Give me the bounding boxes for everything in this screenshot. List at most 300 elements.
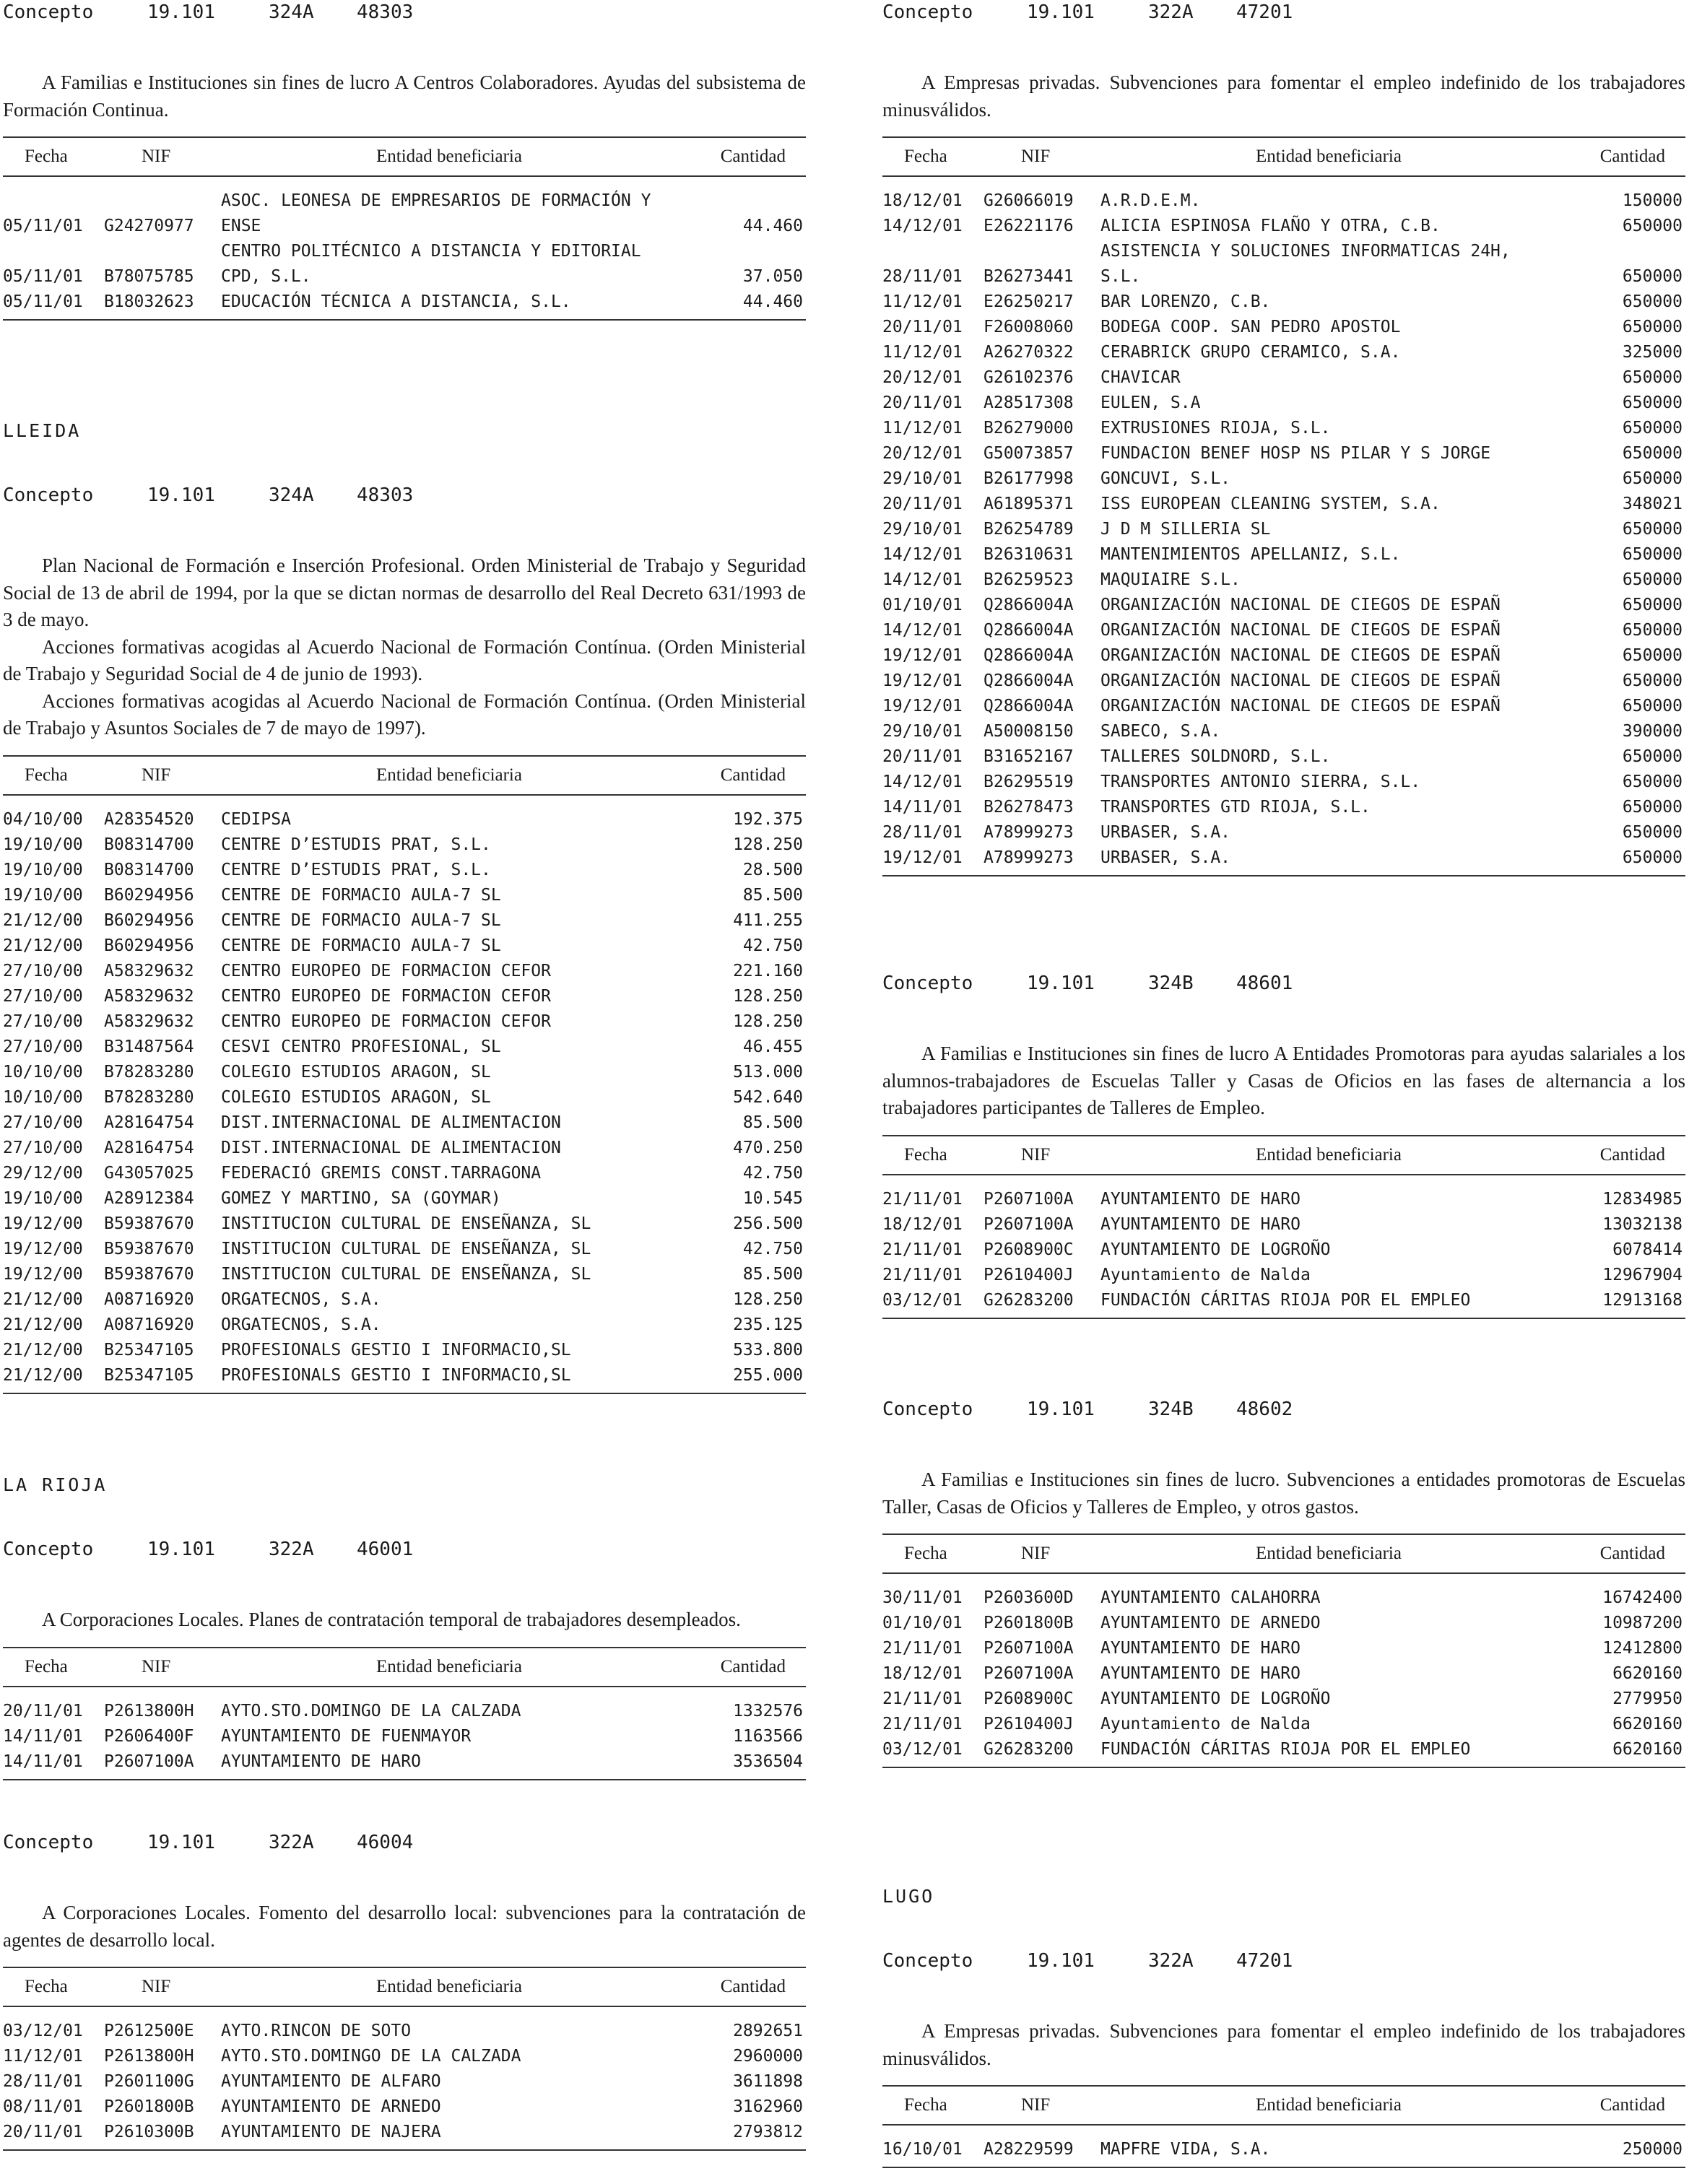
province-heading: LLEIDA — [3, 420, 82, 441]
cell-entidad: FUNDACION BENEF HOSP NS PILAR Y S JORGE — [1100, 444, 1491, 463]
table-row — [3, 1085, 806, 1110]
table-row — [3, 1262, 806, 1287]
column-header-entidad: Entidad beneficiaria — [1100, 137, 1557, 176]
cell-cantidad: 42.750 — [742, 936, 803, 955]
table-header — [3, 1648, 806, 1687]
column-header-entidad: Entidad beneficiaria — [221, 1967, 677, 2006]
cell-entidad: CENTRO EUROPEO DE FORMACION CEFOR — [221, 961, 551, 980]
description — [882, 2018, 1685, 2072]
section — [882, 1870, 1685, 2168]
cell-cantidad: 44.460 — [742, 292, 803, 311]
cell-fecha: 14/12/01 — [882, 570, 963, 589]
cell-cantidad: 650000 — [1622, 747, 1683, 766]
table-row — [882, 1737, 1685, 1767]
cell-fecha: 19/12/01 — [882, 848, 963, 867]
header-row — [3, 1648, 806, 1687]
cell-fecha: 21/12/00 — [3, 1340, 83, 1359]
table-header — [882, 2086, 1685, 2125]
cell-fecha: 11/12/01 — [882, 419, 963, 438]
cell-fecha: 20/12/01 — [882, 444, 963, 463]
concepto-line — [3, 0, 806, 25]
table-row — [882, 567, 1685, 593]
cell-entidad: ASOC. LEONESA DE EMPRESARIOS DE FORMACIÓN Y ENSE — [221, 191, 651, 235]
cell-fecha: 10/10/00 — [3, 1062, 83, 1082]
cell-cantidad: 2960000 — [733, 2047, 803, 2066]
column-header-entidad: Entidad beneficiaria — [221, 756, 677, 795]
cell-cantidad: 3162960 — [733, 2097, 803, 2116]
beneficiaries-table — [3, 755, 806, 1394]
description — [3, 552, 806, 742]
column-header-fecha: Fecha — [3, 756, 104, 795]
cell-nif: P2608900C — [984, 1240, 1074, 1259]
cell-nif: B18032623 — [104, 292, 194, 311]
cell-fecha: 03/12/01 — [882, 1740, 963, 1759]
column-header-fecha: Fecha — [882, 2086, 984, 2125]
column-header-cantidad: Cantidad — [677, 1648, 806, 1687]
cell-nif: E26221176 — [984, 217, 1074, 235]
cell-cantidad: 650000 — [1622, 469, 1683, 488]
cell-fecha: 21/11/01 — [882, 1189, 963, 1209]
cell-nif: G50073857 — [984, 444, 1074, 463]
cell-fecha: 08/11/01 — [3, 2097, 83, 2116]
cell-nif: P2607100A — [104, 1752, 194, 1771]
cell-nif: A08716920 — [104, 1289, 194, 1309]
cell-cantidad: 542.640 — [733, 1087, 803, 1107]
concepto-n1: 19.101 — [147, 1539, 215, 1560]
column-header-nif: NIF — [984, 137, 1100, 176]
cell-entidad: CERABRICK GRUPO CERAMICO, S.A. — [1100, 343, 1401, 362]
cell-entidad: AYUNTAMIENTO DE HARO — [1100, 1664, 1301, 1683]
table-row — [3, 1749, 806, 1780]
cell-nif: P2608900C — [984, 1689, 1074, 1708]
column-header-cantidad: Cantidad — [1557, 137, 1685, 176]
cell-nif: B08314700 — [104, 835, 194, 854]
concepto-n2: 324B — [1148, 973, 1194, 994]
table-body — [3, 176, 806, 320]
cell-cantidad: 250000 — [1622, 2140, 1683, 2159]
cell-fecha: 01/10/01 — [882, 1614, 963, 1632]
cell-cantidad: 650000 — [1622, 596, 1683, 614]
table-row — [882, 1573, 1685, 1611]
cell-fecha: 20/11/01 — [3, 1701, 83, 1720]
concepto-n2: 322A — [1148, 1, 1194, 23]
cell-entidad: ORGANIZACIÓN NACIONAL DE CIEGOS DE ESPAÑ — [1100, 596, 1501, 614]
cell-cantidad: 390000 — [1622, 722, 1683, 741]
cell-fecha: 29/10/01 — [882, 469, 963, 488]
table-row — [3, 1287, 806, 1313]
cell-entidad: AYUNTAMIENTO DE HARO — [1100, 1639, 1301, 1658]
cell-nif: P2607100A — [984, 1189, 1074, 1209]
concepto-label: Concepto — [882, 1398, 973, 1420]
description — [882, 1466, 1685, 1520]
cell-entidad: AYUNTAMIENTO CALAHORRA — [1100, 1588, 1321, 1607]
table-header — [3, 1967, 806, 2006]
cell-entidad: CENTRE DE FORMACIO AULA-7 SL — [221, 910, 501, 930]
cell-fecha: 28/11/01 — [3, 2072, 83, 2091]
cell-entidad: FEDERACIÓ GREMIS CONST.TARRAGONA — [221, 1163, 542, 1183]
concepto-n3: 46004 — [357, 1832, 414, 1853]
cell-fecha: 19/12/00 — [3, 1264, 83, 1284]
cell-fecha: 19/12/01 — [882, 671, 963, 690]
cell-cantidad: 650000 — [1622, 267, 1683, 286]
table-row — [3, 1186, 806, 1211]
cell-nif: Q2866004A — [984, 596, 1074, 614]
cell-fecha: 11/12/01 — [882, 343, 963, 362]
concepto-n3: 46001 — [357, 1539, 414, 1560]
cell-cantidad: 533.800 — [733, 1340, 803, 1359]
table-row — [3, 1136, 806, 1161]
cell-fecha: 14/11/01 — [3, 1726, 83, 1746]
cell-entidad: TALLERES SOLDNORD, S.L. — [1100, 747, 1331, 766]
cell-entidad: CHAVICAR — [1100, 368, 1181, 387]
cell-cantidad: 325000 — [1622, 343, 1683, 362]
cell-fecha: 21/12/00 — [3, 1289, 83, 1309]
concepto-n1: 19.101 — [1027, 1, 1095, 23]
table-row — [882, 290, 1685, 315]
cell-fecha: 29/10/01 — [882, 722, 963, 741]
cell-nif: G24270977 — [104, 217, 194, 235]
cell-entidad: TRANSPORTES ANTONIO SIERRA, S.L. — [1100, 773, 1421, 791]
cell-fecha: 28/11/01 — [882, 267, 963, 286]
cell-entidad: INSTITUCION CULTURAL DE ENSEÑANZA, SL — [221, 1264, 591, 1284]
cell-entidad: ORGANIZACIÓN NACIONAL DE CIEGOS DE ESPAÑ — [1100, 697, 1501, 715]
cell-cantidad: 37.050 — [742, 267, 803, 286]
cell-nif: P2610400J — [984, 1715, 1074, 1733]
column-header-nif: NIF — [104, 137, 221, 176]
table-row — [3, 176, 806, 239]
cell-entidad: GONCUVI, S.L. — [1100, 469, 1231, 488]
description — [3, 1606, 806, 1634]
cell-entidad: ALICIA ESPINOSA FLAÑO Y OTRA, C.B. — [1100, 217, 1441, 235]
cell-cantidad: 85.500 — [742, 885, 803, 905]
table-row — [3, 2044, 806, 2069]
cell-cantidad: 255.000 — [733, 1365, 803, 1385]
cell-fecha: 21/11/01 — [882, 1240, 963, 1259]
cell-entidad: AYTO.STO.DOMINGO DE LA CALZADA — [221, 1701, 521, 1720]
table-row — [882, 719, 1685, 744]
cell-cantidad: 128.250 — [733, 1011, 803, 1031]
cell-entidad: CENTRO EUROPEO DE FORMACION CEFOR — [221, 986, 551, 1006]
column-header-fecha: Fecha — [3, 1967, 104, 2006]
table-header — [3, 137, 806, 176]
header-row — [3, 137, 806, 176]
cell-fecha: 21/11/01 — [882, 1689, 963, 1708]
table-row — [882, 214, 1685, 239]
cell-fecha: 18/12/01 — [882, 1214, 963, 1234]
cell-cantidad: 46.455 — [742, 1037, 803, 1056]
cell-cantidad: 12412800 — [1602, 1639, 1683, 1658]
cell-nif: A28164754 — [104, 1113, 194, 1132]
column-header-entidad: Entidad beneficiaria — [1100, 1534, 1557, 1573]
cell-entidad: INSTITUCION CULTURAL DE ENSEÑANZA, SL — [221, 1214, 591, 1233]
concepto-n1: 19.101 — [147, 1832, 215, 1853]
cell-nif: A50008150 — [984, 722, 1074, 741]
table-row — [882, 669, 1685, 694]
cell-nif: B26177998 — [984, 469, 1074, 488]
cell-entidad: CENTRE D’ESTUDIS PRAT, S.L. — [221, 860, 491, 879]
table-row — [882, 795, 1685, 820]
column-header-cantidad: Cantidad — [677, 1967, 806, 2006]
cell-cantidad: 650000 — [1622, 646, 1683, 665]
column-header-cantidad: Cantidad — [1557, 1534, 1685, 1573]
cell-cantidad: 85.500 — [742, 1113, 803, 1132]
cell-nif: B60294956 — [104, 910, 194, 930]
cell-cantidad: 12834985 — [1602, 1189, 1683, 1209]
cell-cantidad: 650000 — [1622, 697, 1683, 715]
table-header — [882, 1136, 1685, 1175]
table-row — [882, 466, 1685, 492]
table-row — [3, 883, 806, 908]
cell-fecha: 19/12/01 — [882, 646, 963, 665]
cell-cantidad: 1332576 — [733, 1701, 803, 1720]
cell-nif: P2607100A — [984, 1214, 1074, 1234]
cell-nif: B59387670 — [104, 1264, 194, 1284]
cell-fecha: 18/12/01 — [882, 1664, 963, 1683]
cell-cantidad: 470.250 — [733, 1138, 803, 1157]
cell-entidad: AYUNTAMIENTO DE ARNEDO — [221, 2097, 441, 2116]
cell-entidad: J D M SILLERIA SL — [1100, 520, 1271, 539]
cell-entidad: EXTRUSIONES RIOJA, S.L. — [1100, 419, 1331, 438]
table-row — [882, 1712, 1685, 1737]
cell-entidad: DIST.INTERNACIONAL DE ALIMENTACION — [221, 1138, 561, 1157]
cell-cantidad: 6078414 — [1612, 1240, 1683, 1259]
table-row — [3, 795, 806, 832]
cell-nif: A61895371 — [984, 495, 1074, 513]
table-row — [3, 832, 806, 858]
table-row — [882, 315, 1685, 340]
cell-nif: F26008060 — [984, 318, 1074, 336]
table-header — [882, 137, 1685, 176]
cell-cantidad: 650000 — [1622, 419, 1683, 438]
table-row — [882, 770, 1685, 795]
cell-fecha: 19/10/00 — [3, 835, 83, 854]
cell-fecha: 30/11/01 — [882, 1588, 963, 1607]
cell-entidad: SABECO, S.A. — [1100, 722, 1221, 741]
table-row — [882, 1661, 1685, 1687]
table-row — [3, 2069, 806, 2094]
cell-nif: P2603600D — [984, 1588, 1074, 1607]
cell-nif: B59387670 — [104, 1214, 194, 1233]
cell-nif: G26102376 — [984, 368, 1074, 387]
table-row — [3, 1338, 806, 1363]
cell-fecha: 11/12/01 — [882, 292, 963, 311]
description-paragraph: A Empresas privadas. Subvenciones para fomentar el empleo indefinido de los trabajadores minusválidos. — [882, 2020, 1685, 2069]
cell-cantidad: 650000 — [1622, 545, 1683, 564]
table-row — [3, 1687, 806, 1724]
cell-nif: B60294956 — [104, 885, 194, 905]
table-row — [882, 517, 1685, 542]
table-row — [3, 858, 806, 883]
section — [882, 971, 1685, 1319]
concepto-label: Concepto — [882, 973, 973, 994]
table-row — [3, 1161, 806, 1186]
concepto-n1: 19.101 — [147, 1, 215, 23]
cell-nif: B25347105 — [104, 1365, 194, 1385]
table-row — [3, 2006, 806, 2044]
concepto-label: Concepto — [3, 484, 94, 506]
table-row — [882, 618, 1685, 643]
column-header-entidad: Entidad beneficiaria — [221, 1648, 677, 1687]
description-paragraph: Acciones formativas acogidas al Acuerdo Nacional de Formación Contínua. (Orden Ministerial de Trabajo y Asuntos Sociales de 7 de mayo de 1997). — [3, 689, 806, 739]
column-header-nif: NIF — [984, 1534, 1100, 1573]
cell-nif: B08314700 — [104, 860, 194, 879]
table-row — [3, 1211, 806, 1237]
cell-entidad: FUNDACIÓN CÁRITAS RIOJA POR EL EMPLEO — [1100, 1290, 1471, 1310]
cell-cantidad: 513.000 — [733, 1062, 803, 1082]
concepto-n2: 324B — [1148, 1398, 1194, 1420]
description-paragraph: A Familias e Instituciones sin fines de lucro A Centros Colaboradores. Ayudas del subsistema de Formación Continua. — [3, 71, 806, 121]
cell-cantidad: 192.375 — [733, 809, 803, 829]
cell-entidad: AYUNTAMIENTO DE LOGROÑO — [1100, 1240, 1331, 1259]
concepto-label: Concepto — [3, 1832, 94, 1853]
concepto-line — [882, 1949, 1685, 1973]
cell-cantidad: 650000 — [1622, 292, 1683, 311]
beneficiaries-table — [3, 136, 806, 321]
beneficiaries-table — [3, 1647, 806, 1780]
cell-entidad: COLEGIO ESTUDIOS ARAGON, SL — [221, 1087, 491, 1107]
cell-fecha: 28/11/01 — [882, 823, 963, 842]
cell-entidad: CENTRE D’ESTUDIS PRAT, S.L. — [221, 835, 491, 854]
cell-fecha: 04/10/00 — [3, 809, 83, 829]
cell-fecha: 21/11/01 — [882, 1265, 963, 1284]
table-body — [3, 795, 806, 1393]
table-row — [3, 2120, 806, 2150]
table-row — [3, 1363, 806, 1393]
cell-nif: P2612500E — [104, 2022, 194, 2040]
table-row — [3, 239, 806, 290]
cell-fecha: 19/12/00 — [3, 1239, 83, 1258]
cell-cantidad: 650000 — [1622, 848, 1683, 867]
table-row — [882, 1687, 1685, 1712]
cell-nif: G26283200 — [984, 1740, 1074, 1759]
table-row — [882, 1175, 1685, 1212]
cell-entidad: CENTRO EUROPEO DE FORMACION CEFOR — [221, 1011, 551, 1031]
table-body — [882, 1573, 1685, 1767]
cell-entidad: A.R.D.E.M. — [1100, 191, 1201, 210]
table-row — [3, 290, 806, 320]
table-row — [3, 984, 806, 1009]
cell-fecha: 14/12/01 — [882, 621, 963, 640]
cell-entidad: AYTO.RINCON DE SOTO — [221, 2022, 412, 2040]
cell-nif: B78283280 — [104, 1087, 194, 1107]
column-header-fecha: Fecha — [882, 137, 984, 176]
table-row — [882, 1636, 1685, 1661]
column-header-nif: NIF — [104, 756, 221, 795]
section — [3, 1458, 806, 1780]
cell-entidad: CEDIPSA — [221, 809, 291, 829]
table-row — [882, 820, 1685, 845]
cell-entidad: ASISTENCIA Y SOLUCIONES INFORMATICAS 24H, S.L. — [1100, 242, 1511, 286]
concepto-line — [3, 1537, 806, 1562]
table-header — [882, 1534, 1685, 1573]
cell-nif: B26273441 — [984, 267, 1074, 286]
cell-cantidad: 85.500 — [742, 1264, 803, 1284]
cell-entidad: AYUNTAMIENTO DE LOGROÑO — [1100, 1689, 1331, 1708]
column-header-fecha: Fecha — [882, 1136, 984, 1175]
cell-entidad: ORGANIZACIÓN NACIONAL DE CIEGOS DE ESPAÑ — [1100, 671, 1501, 690]
cell-nif: B31487564 — [104, 1037, 194, 1056]
cell-entidad: ORGATECNOS, S.A. — [221, 1315, 381, 1334]
cell-fecha: 18/12/01 — [882, 191, 963, 210]
table-body — [882, 176, 1685, 876]
section — [882, 0, 1685, 876]
description — [3, 69, 806, 123]
cell-fecha: 20/11/01 — [3, 2123, 83, 2141]
header-row — [882, 1136, 1685, 1175]
cell-cantidad: 256.500 — [733, 1214, 803, 1233]
concepto-label: Concepto — [882, 1, 973, 23]
description-paragraph: A Familias e Instituciones sin fines de lucro A Entidades Promotoras para ayudas salariales a los alumnos-trabajadores de Escuelas Taller y Casas de Oficios en las fases de alternancia a los trabajadores participantes de Talleres de Empleo. — [882, 1043, 1685, 1118]
column-header-fecha: Fecha — [3, 1648, 104, 1687]
cell-cantidad: 12913168 — [1602, 1290, 1683, 1310]
cell-fecha: 19/12/00 — [3, 1214, 83, 1233]
cell-nif: A58329632 — [104, 961, 194, 980]
cell-entidad: MANTENIMIENTOS APELLANIZ, S.L. — [1100, 545, 1401, 564]
table-row — [882, 365, 1685, 391]
concepto-n3: 48303 — [357, 1, 414, 23]
beneficiaries-table — [882, 1135, 1685, 1319]
cell-entidad: AYTO.STO.DOMINGO DE LA CALZADA — [221, 2047, 521, 2066]
cell-entidad: URBASER, S.A. — [1100, 848, 1231, 867]
cell-fecha: 21/12/00 — [3, 1365, 83, 1385]
table-body — [882, 1175, 1685, 1318]
province-heading: LUGO — [882, 1886, 935, 1907]
header-row — [3, 756, 806, 795]
beneficiaries-table — [882, 136, 1685, 876]
cell-cantidad: 650000 — [1622, 318, 1683, 336]
table-row — [882, 492, 1685, 517]
description-paragraph: A Corporaciones Locales. Planes de contratación temporal de trabajadores desempleados. — [42, 1609, 741, 1630]
cell-nif: A58329632 — [104, 986, 194, 1006]
concepto-n3: 47201 — [1236, 1950, 1293, 1972]
cell-fecha: 20/11/01 — [882, 747, 963, 766]
header-row — [882, 137, 1685, 176]
cell-nif: B26254789 — [984, 520, 1074, 539]
cell-fecha: 27/10/00 — [3, 1037, 83, 1056]
header-row — [882, 2086, 1685, 2125]
cell-cantidad: 1163566 — [733, 1726, 803, 1746]
cell-cantidad: 2793812 — [733, 2123, 803, 2141]
column-header-cantidad: Cantidad — [677, 756, 806, 795]
cell-fecha: 21/11/01 — [882, 1715, 963, 1733]
table-body — [882, 2125, 1685, 2167]
description-paragraph: Acciones formativas acogidas al Acuerdo Nacional de Formación Contínua. (Orden Ministerial de Trabajo y Seguridad Social de 4 de junio de 1993). — [3, 635, 806, 684]
cell-nif: B78283280 — [104, 1062, 194, 1082]
cell-fecha: 11/12/01 — [3, 2047, 83, 2066]
cell-nif: B26279000 — [984, 419, 1074, 438]
table-body — [3, 2006, 806, 2150]
cell-fecha: 29/10/01 — [882, 520, 963, 539]
column-header-fecha: Fecha — [3, 137, 104, 176]
cell-cantidad: 12967904 — [1602, 1265, 1683, 1284]
concepto-n2: 322A — [269, 1832, 314, 1853]
cell-cantidad: 650000 — [1622, 217, 1683, 235]
table-row — [882, 542, 1685, 567]
cell-cantidad: 10987200 — [1602, 1614, 1683, 1632]
cell-entidad: MAPFRE VIDA, S.A. — [1100, 2140, 1271, 2159]
cell-nif: P2607100A — [984, 1664, 1074, 1683]
cell-fecha: 27/10/00 — [3, 961, 83, 980]
beneficiaries-table — [882, 2085, 1685, 2168]
cell-entidad: CESVI CENTRO PROFESIONAL, SL — [221, 1037, 501, 1056]
cell-entidad: AYUNTAMIENTO DE HARO — [221, 1752, 421, 1771]
table-row — [3, 908, 806, 934]
concepto-line — [3, 1830, 806, 1855]
section — [3, 1830, 806, 2151]
cell-cantidad: 650000 — [1622, 368, 1683, 387]
cell-entidad: ORGANIZACIÓN NACIONAL DE CIEGOS DE ESPAÑ — [1100, 621, 1501, 640]
table-row — [3, 1110, 806, 1136]
